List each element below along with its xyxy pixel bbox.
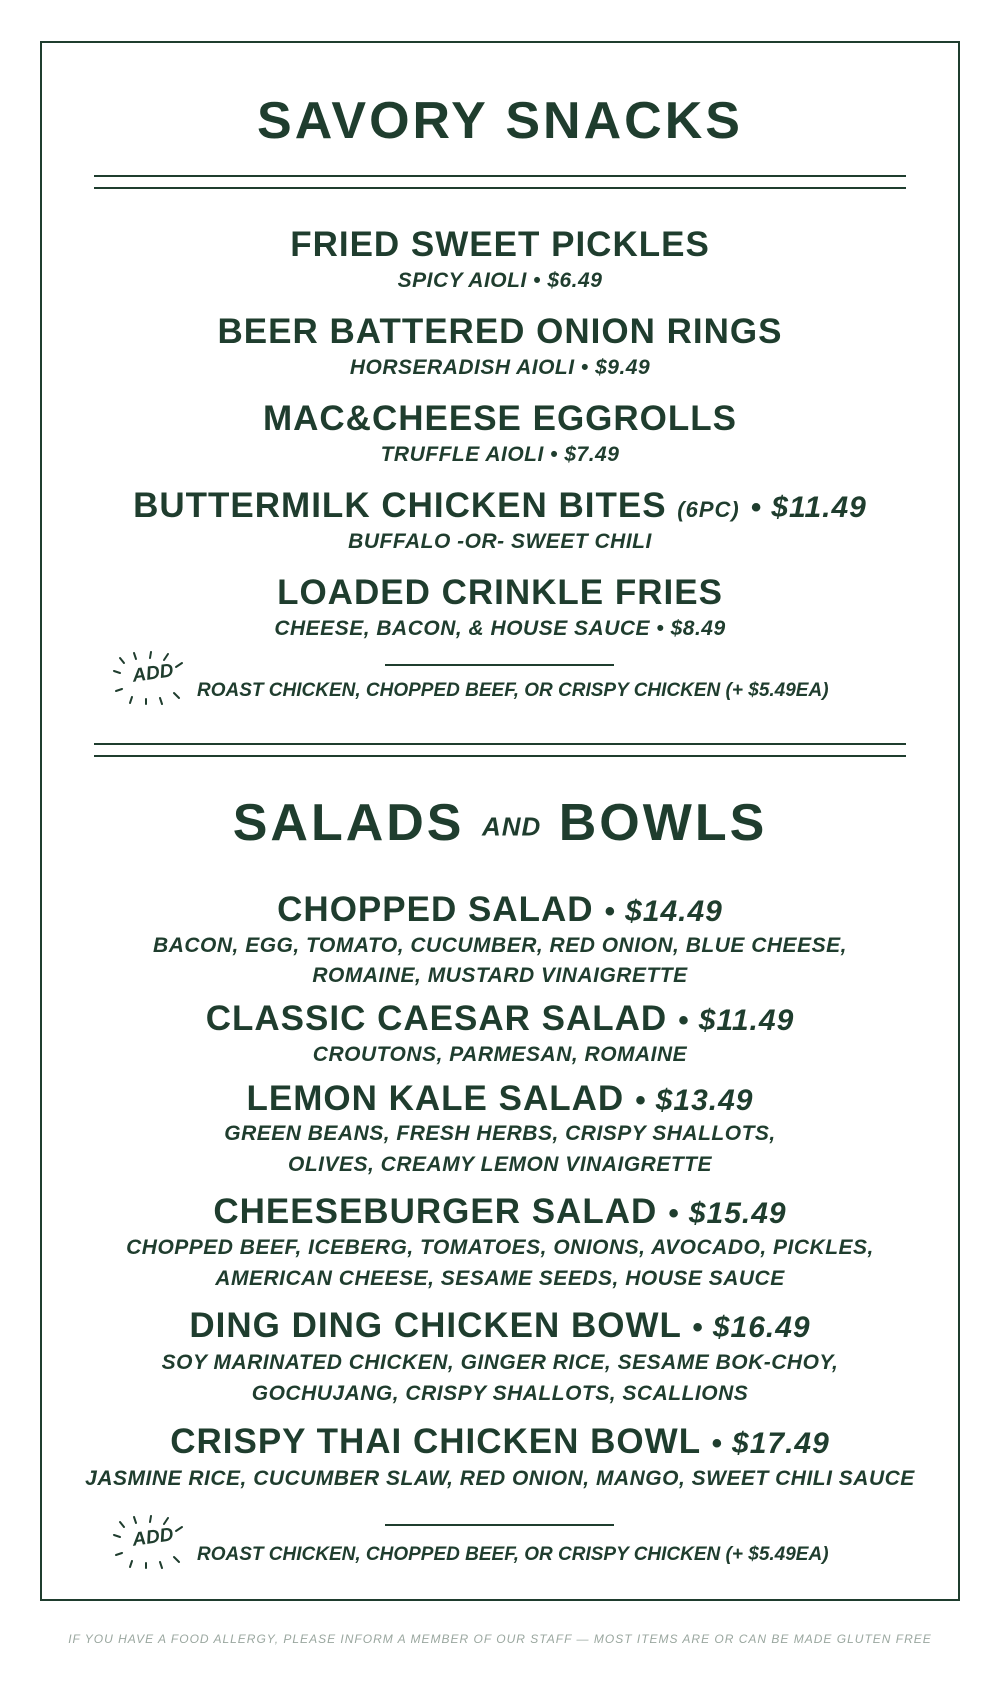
item-price-cheeseburger-salad: • $15.49	[668, 1197, 787, 1230]
add-options-salads: ROAST CHICKEN, CHOPPED BEEF, OR CRISPY CHICKEN (+ $5.49EA)	[197, 1544, 829, 1565]
item-price-chopped-salad: • $14.49	[604, 895, 723, 928]
item-desc-cheeseburger-salad-2: AMERICAN CHEESE, SESAME SEEDS, HOUSE SAUCE	[215, 1267, 785, 1290]
item-row-classic-caesar	[0, 1001, 1000, 1036]
item-row-ding-ding-bowl	[0, 1308, 1000, 1343]
title-salads: SALADS	[232, 794, 465, 852]
double-rule-top	[94, 175, 906, 189]
item-name-loaded-crinkle-fries: LOADED CRINKLE FRIES	[277, 573, 723, 612]
item-desc-lemon-kale-2: OLIVES, CREAMY LEMON VINAIGRETTE	[288, 1153, 712, 1176]
item-desc-lemon-kale-1: GREEN BEANS, FRESH HERBS, CRISPY SHALLOTS,	[224, 1122, 776, 1145]
item-name-classic-caesar: CLASSIC CAESAR SALAD	[205, 999, 668, 1038]
item-desc-cheeseburger-salad-1: CHOPPED BEEF, ICEBERG, TOMATOES, ONIONS, AVOCADO, PICKLES,	[126, 1236, 874, 1259]
item-price-ding-ding-bowl: • $16.49	[692, 1311, 811, 1344]
item-name-chopped-salad: CHOPPED SALAD	[277, 890, 594, 929]
item-name-crispy-thai-bowl: CRISPY THAI CHICKEN BOWL	[170, 1422, 701, 1461]
item-desc-buttermilk-chicken-bites: BUFFALO -OR- SWEET CHILI	[348, 530, 652, 553]
item-name-ding-ding-bowl: DING DING CHICKEN BOWL	[189, 1306, 682, 1345]
item-qty-buttermilk-chicken-bites: (6PC)	[677, 497, 740, 522]
item-price-buttermilk-chicken-bites: • $11.49	[750, 491, 867, 524]
item-row-chopped-salad	[0, 892, 1000, 927]
short-rule-snacks	[385, 664, 614, 666]
item-desc-mac-cheese-eggrolls: TRUFFLE AIOLI • $7.49	[380, 443, 620, 466]
add-label-salads: ADD	[131, 1524, 175, 1551]
item-row-crispy-thai-bowl	[0, 1424, 1000, 1459]
item-row-cheeseburger-salad	[0, 1194, 1000, 1229]
item-row-buttermilk-chicken-bites	[0, 488, 1000, 523]
add-label-snacks: ADD	[131, 660, 175, 687]
item-desc-onion-rings: HORSERADISH AIOLI • $9.49	[349, 356, 651, 379]
allergy-footer-note: IF YOU HAVE A FOOD ALLERGY, PLEASE INFORM A MEMBER OF OUR STAFF — MOST ITEMS ARE OR CAN BE MADE GLUTEN FREE	[68, 1632, 932, 1646]
item-name-mac-cheese-eggrolls: MAC&CHEESE EGGROLLS	[262, 399, 738, 438]
add-badge-snacks	[112, 651, 194, 705]
section-title-savory-snacks: SAVORY SNACKS	[257, 92, 743, 150]
add-options-snacks: ROAST CHICKEN, CHOPPED BEEF, OR CRISPY CHICKEN (+ $5.49EA)	[197, 680, 829, 701]
item-desc-chopped-salad-1: BACON, EGG, TOMATO, CUCUMBER, RED ONION, BLUE CHEESE,	[153, 934, 847, 957]
item-desc-ding-ding-bowl-1: SOY MARINATED CHICKEN, GINGER RICE, SESAME BOK-CHOY,	[161, 1351, 839, 1374]
item-desc-classic-caesar: CROUTONS, PARMESAN, ROMAINE	[312, 1043, 688, 1066]
item-price-lemon-kale: • $13.49	[634, 1084, 754, 1117]
item-desc-ding-ding-bowl-2: GOCHUJANG, CRISPY SHALLOTS, SCALLIONS	[251, 1382, 749, 1405]
item-name-buttermilk-chicken-bites: BUTTERMILK CHICKEN BITES	[133, 486, 667, 525]
item-desc-chopped-salad-2: ROMAINE, MUSTARD VINAIGRETTE	[312, 964, 688, 987]
section-title-salads-and-bowls	[0, 794, 1000, 852]
short-rule-salads	[385, 1524, 614, 1526]
item-name-onion-rings: BEER BATTERED ONION RINGS	[217, 312, 783, 351]
item-desc-fried-sweet-pickles: SPICY AIOLI • $6.49	[397, 269, 603, 292]
item-name-cheeseburger-salad: CHEESEBURGER SALAD	[213, 1192, 658, 1231]
title-bowls: BOWLS	[558, 794, 768, 852]
double-rule-middle	[94, 743, 906, 757]
item-desc-crispy-thai-bowl: JASMINE RICE, CUCUMBER SLAW, RED ONION, MANGO, SWEET CHILI SAUCE	[85, 1467, 915, 1490]
add-badge-salads	[112, 1515, 194, 1569]
title-and: AND	[481, 811, 542, 842]
item-price-crispy-thai-bowl: • $17.49	[711, 1427, 830, 1460]
item-price-classic-caesar: • $11.49	[677, 1004, 795, 1037]
item-desc-loaded-crinkle-fries: CHEESE, BACON, & HOUSE SAUCE • $8.49	[274, 617, 726, 640]
item-name-fried-sweet-pickles: FRIED SWEET PICKLES	[290, 225, 710, 264]
item-row-lemon-kale	[0, 1081, 1000, 1116]
item-name-lemon-kale: LEMON KALE SALAD	[246, 1079, 625, 1118]
